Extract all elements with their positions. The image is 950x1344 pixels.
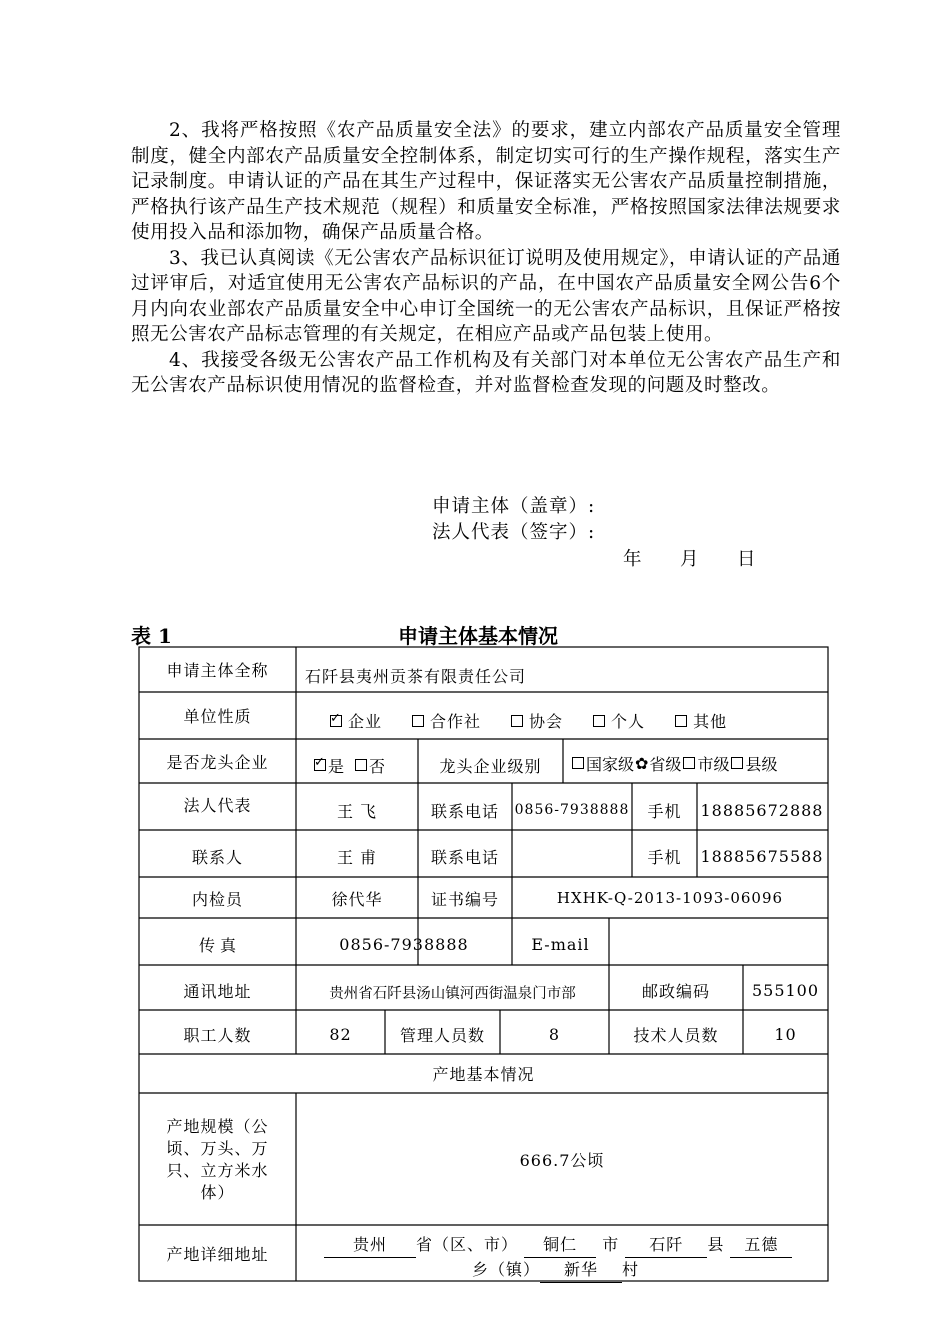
checkbox-checked-icon <box>330 715 342 727</box>
unit-type-coop[interactable]: 合作社 <box>412 709 481 732</box>
checkbox-icon[interactable] <box>572 757 584 769</box>
cert-no-label: 证书编号 <box>430 889 499 909</box>
site-address-label: 产地详细地址 <box>166 1244 269 1264</box>
leader-label: 是否龙头企业 <box>166 752 269 772</box>
contact-phone-label: 联系电话 <box>430 847 499 867</box>
checkbox-icon <box>593 715 605 727</box>
checkbox-icon <box>675 715 687 727</box>
unit-type-options <box>330 698 825 743</box>
legal-phone-label: 联系电话 <box>430 801 499 821</box>
fax-label: 传 真 <box>198 935 237 955</box>
legal-rep-value: 王 飞 <box>336 801 378 821</box>
contact-mobile-value: 18885675588 <box>700 846 824 866</box>
checkbox-icon[interactable] <box>683 757 695 769</box>
staff-value: 82 <box>329 1024 352 1044</box>
managers-label: 管理人员数 <box>399 1025 485 1045</box>
leader-yes[interactable]: ✓ 是 <box>314 754 345 777</box>
commitment-para-2: 2、我将严格按照《农产品质量安全法》的要求，建立内部农产品质量安全管理制度，健全内部农产品质量安全控制体系，制定切实可行的生产操作规程，落实生产记录制度。申请认证的产品在其生产过程中，保证落实无公害农产品质量控制措施，严格执行该产品生产技术规范（规程）和质量安全标准，严格按照国家法律法规要求使用投入品和添加物，确保产品质量合格。 <box>131 120 841 243</box>
legal-phone-value: 0856-7938888 <box>514 802 630 818</box>
table-label: 表 1 <box>131 624 172 648</box>
scale-value: 666.7公顷 <box>519 1150 605 1170</box>
staff-label: 职工人数 <box>183 1025 252 1045</box>
leader-no[interactable]: 否 <box>355 754 386 777</box>
full-name-value: 石阡县夷州贡茶有限责任公司 <box>305 667 527 686</box>
site-address-value: 贵州 省（区、市） 铜仁 市 石阡 县 五德 乡（镇） 新华 村 <box>324 1233 824 1283</box>
checkbox-icon <box>355 759 367 771</box>
contact-phone-value <box>513 836 631 876</box>
table-title: 申请主体基本情况 <box>398 624 558 648</box>
postcode-label: 邮政编码 <box>641 981 710 1001</box>
site-section-header: 产地基本情况 <box>432 1065 535 1084</box>
unit-type-other[interactable]: 其他 <box>675 709 727 732</box>
unit-type-enterprise[interactable]: ✓ 企业 <box>330 709 382 732</box>
email-value <box>610 924 827 964</box>
leader-level-options: 国家级 ✿ 省级 市级 县级 <box>572 742 828 784</box>
tech-value: 10 <box>774 1024 797 1044</box>
unit-type-label: 单位性质 <box>183 707 252 726</box>
contact-value: 王 甫 <box>336 847 378 867</box>
checkbox-icon <box>412 715 424 727</box>
commitment-para-4: 4、我接受各级无公害农产品工作机构及有关部门对本单位无公害农产品生产和无公害农产品标识使用情况的监督检查，并对监督检查发现的问题及时整改。 <box>131 349 841 396</box>
managers-value: 8 <box>548 1024 561 1044</box>
tech-label: 技术人员数 <box>633 1025 719 1045</box>
cert-no-value: HXHK-Q-2013-1093-06096 <box>556 889 784 907</box>
full-name-label: 申请主体全称 <box>166 661 269 680</box>
inspector-label: 内检员 <box>191 889 243 909</box>
scale-label: 产地规模（公 顷、万头、万 只、立方米水 体） <box>166 1117 269 1202</box>
date-month: 月 <box>680 549 700 570</box>
address-label: 通讯地址 <box>183 981 252 1001</box>
checkbox-checked-icon <box>314 759 326 771</box>
legal-sign-line: 法人代表（签字）: <box>432 522 596 543</box>
date-year: 年 <box>623 549 643 570</box>
commitment-para-3: 3、我已认真阅读《无公害农产品标识征订说明及使用规定》，申请认证的产品通过评审后，对适宜使用无公害农产品标识的产品，在中国农产品质量安全网公告6个月内向农业部农产品质量安全中心申订全国统一的无公害农产品标识，且保证严格按照无公害农产品标志管理的有关规定，在相应产品或产品包装上使用。 <box>131 247 841 345</box>
address-value: 贵州省石阡县汤山镇河西街温泉门市部 <box>329 985 576 1002</box>
legal-mobile-value: 18885672888 <box>700 800 824 820</box>
date-day: 日 <box>737 549 757 570</box>
leader-level-label: 龙头企业级别 <box>439 756 542 776</box>
applicant-seal-line: 申请主体（盖章）: <box>432 496 596 517</box>
unit-type-individual[interactable]: 个人 <box>593 709 645 732</box>
checkbox-icon <box>511 715 523 727</box>
postcode-value: 555100 <box>751 980 820 1000</box>
email-label: E-mail <box>531 934 590 954</box>
fax-value: 0856-7938888 <box>339 934 469 954</box>
legal-mobile-label: 手机 <box>647 801 682 821</box>
leader-options <box>314 744 414 786</box>
contact-label: 联系人 <box>191 847 243 867</box>
unit-type-association[interactable]: 协会 <box>511 709 563 732</box>
contact-mobile-label: 手机 <box>647 847 682 867</box>
checkbox-icon[interactable] <box>731 757 743 769</box>
legal-rep-label: 法人代表 <box>183 795 252 815</box>
flower-icon[interactable]: ✿ <box>635 753 649 773</box>
inspector-value: 徐代华 <box>331 889 383 909</box>
